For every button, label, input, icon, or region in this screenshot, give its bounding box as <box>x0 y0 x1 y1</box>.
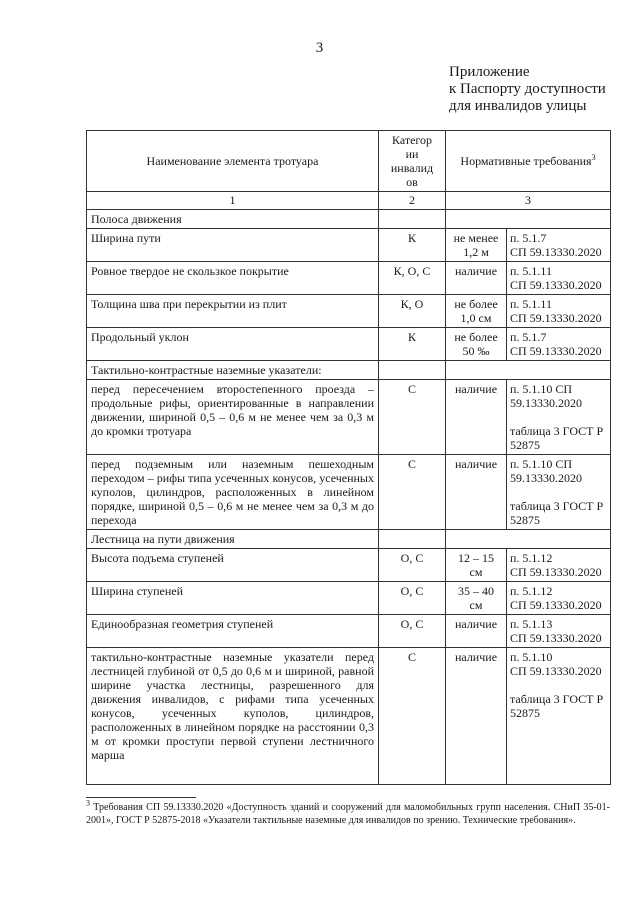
appendix-line-2: к Паспорту доступности <box>449 81 606 97</box>
regulation-reference <box>507 328 611 361</box>
empty-cell <box>446 530 611 549</box>
reference-line: п. 5.1.7 <box>510 231 547 245</box>
requirement-value <box>446 295 507 328</box>
reference-gap <box>510 485 607 499</box>
table-row <box>87 549 611 582</box>
appendix-caption <box>449 64 606 115</box>
reference-line: 52875 <box>510 513 540 527</box>
reference-line: таблица 3 ГОСТ Р <box>510 424 604 438</box>
reference-line: п. 5.1.10 <box>510 650 553 664</box>
element-name: тактильно-контрастные наземные указатели перед лестницей глубиной от 0,5 до 0,6 м и шириной, равной ширине участка лестницы, разрешенного для движения инвалидов, с рифами типа усеченных конусов, усеченных куполов, цилиндров, расположенных в линейном порядке на расстоянии 0,3 м от кромки проступи первой ступени лестничного марша <box>87 648 379 785</box>
reference-line: СП 59.13330.2020 <box>510 344 602 358</box>
element-name: перед пересечением второстепенного проезда – продольные рифы, ориентированные в направлении движении, шириной 0,5 – 0,6 м не менее чем за 0,3 м до кромки тротуара <box>87 380 379 455</box>
disability-category: С <box>379 380 446 455</box>
empty-cell <box>379 210 446 229</box>
reference-line: п. 5.1.12 <box>510 584 553 598</box>
column-number: 1 <box>87 192 379 210</box>
reference-line: п. 5.1.7 <box>510 330 547 344</box>
element-name: Ширина ступеней <box>87 582 379 615</box>
reference-line: СП 59.13330.2020 <box>510 664 602 678</box>
requirement-value <box>446 582 507 615</box>
header-element-name: Наименование элемента тротуара <box>87 131 379 192</box>
element-name: Ширина пути <box>87 229 379 262</box>
section-row <box>87 361 611 380</box>
element-name: Толщина шва при перекрытии из плит <box>87 295 379 328</box>
disability-category: К <box>379 229 446 262</box>
requirement-value <box>446 455 507 530</box>
disability-category: С <box>379 455 446 530</box>
regulation-reference <box>507 615 611 648</box>
reference-line: СП 59.13330.2020 <box>510 278 602 292</box>
requirement-value <box>446 648 507 785</box>
reference-line: таблица 3 ГОСТ Р <box>510 692 604 706</box>
section-row <box>87 210 611 229</box>
empty-cell <box>379 361 446 380</box>
requirement-value-line: наличие <box>454 617 498 631</box>
reference-line: СП 59.13330.2020 <box>510 565 602 579</box>
table-header-row <box>87 131 611 192</box>
empty-cell <box>379 530 446 549</box>
reference-gap <box>510 678 607 692</box>
reference-line: п. 5.1.12 <box>510 551 553 565</box>
reference-line: п. 5.1.11 <box>510 264 552 278</box>
regulation-reference <box>507 262 611 295</box>
requirement-value-line: не более <box>454 297 498 311</box>
regulation-reference <box>507 455 611 530</box>
requirement-value-line: наличие <box>454 457 498 471</box>
section-title: Тактильно-контрастные наземные указатели: <box>87 361 379 380</box>
appendix-line-1: Приложение <box>449 64 530 80</box>
requirement-value-line: наличие <box>454 650 498 664</box>
disability-category: О, С <box>379 582 446 615</box>
reference-line: таблица 3 ГОСТ Р <box>510 499 604 513</box>
table-row <box>87 582 611 615</box>
table-row <box>87 229 611 262</box>
empty-cell <box>446 361 611 380</box>
requirement-value <box>446 380 507 455</box>
regulation-reference <box>507 648 611 785</box>
reference-line: СП 59.13330.2020 <box>510 598 602 612</box>
requirement-value-line: см <box>469 598 483 612</box>
requirement-value <box>446 229 507 262</box>
reference-line: 59.13330.2020 <box>510 471 582 485</box>
section-title: Лестница на пути движения <box>87 530 379 549</box>
requirement-value-line: 1,2 м <box>463 245 489 259</box>
regulation-reference <box>507 582 611 615</box>
table-row <box>87 648 611 785</box>
requirement-value <box>446 615 507 648</box>
requirements-table <box>86 130 611 785</box>
disability-category: К <box>379 328 446 361</box>
table-row <box>87 455 611 530</box>
element-name: перед подземным или наземным пешеходным переходом – рифы типа усеченных конусов, усеченных куполов, цилиндров, расположенных в линейном порядке, шириной 0,5 – 0,6 м не менее чем за 0,3 м до перехода <box>87 455 379 530</box>
reference-line: п. 5.1.10 СП <box>510 457 573 471</box>
requirement-value-line: см <box>469 565 483 579</box>
footnote <box>86 798 610 827</box>
table-row <box>87 295 611 328</box>
requirement-value <box>446 262 507 295</box>
requirement-value-line: не более <box>454 330 498 344</box>
table-row <box>87 380 611 455</box>
requirement-value-line: не менее <box>453 231 499 245</box>
requirement-value <box>446 549 507 582</box>
footnote-mark: 3 <box>86 798 90 808</box>
reference-gap <box>510 410 607 424</box>
section-row <box>87 530 611 549</box>
reference-line: п. 5.1.11 <box>510 297 552 311</box>
footnote-divider <box>86 797 196 798</box>
reference-line: п. 5.1.10 СП <box>510 382 573 396</box>
requirement-value-line: 50 ‰ <box>462 344 490 358</box>
regulation-reference <box>507 380 611 455</box>
column-number: 2 <box>379 192 446 210</box>
table-row <box>87 262 611 295</box>
requirement-value-line: наличие <box>454 264 498 278</box>
reference-line: 59.13330.2020 <box>510 396 582 410</box>
disability-category: С <box>379 648 446 785</box>
requirement-value-line: 1,0 см <box>460 311 492 325</box>
disability-category: О, С <box>379 615 446 648</box>
reference-line: СП 59.13330.2020 <box>510 631 602 645</box>
requirement-value <box>446 328 507 361</box>
column-numbers-row <box>87 192 611 210</box>
column-number: 3 <box>446 192 611 210</box>
requirement-value-line: 35 – 40 <box>458 584 494 598</box>
disability-category: О, С <box>379 549 446 582</box>
disability-category: К, О <box>379 295 446 328</box>
element-name: Продольный уклон <box>87 328 379 361</box>
table-row <box>87 328 611 361</box>
reference-line: СП 59.13330.2020 <box>510 311 602 325</box>
regulation-reference <box>507 549 611 582</box>
disability-category: К, О, С <box>379 262 446 295</box>
requirement-value-line: 12 – 15 <box>458 551 494 565</box>
reference-line: СП 59.13330.2020 <box>510 245 602 259</box>
reference-line: 52875 <box>510 706 540 720</box>
empty-cell <box>446 210 611 229</box>
element-name: Ровное твердое не скользкое покрытие <box>87 262 379 295</box>
table-body <box>87 210 611 785</box>
regulation-reference <box>507 295 611 328</box>
requirement-value-line: наличие <box>454 382 498 396</box>
reference-line: п. 5.1.13 <box>510 617 553 631</box>
appendix-line-3: для инвалидов улицы <box>449 98 587 114</box>
header-requirements: Нормативные требования$^3$ <box>446 131 611 192</box>
page-number: 3 <box>315 40 324 56</box>
footnote-text: Требования СП 59.13330.2020 «Доступность зданий и сооружений для маломобильных групп населения. СНиП 35-01-2001», ГОСТ Р 52875-2018 «Указатели тактильные наземные для инвалидов по зрению. Технические требования». <box>86 802 610 826</box>
section-title: Полоса движения <box>87 210 379 229</box>
element-name: Единообразная геометрия ступеней <box>87 615 379 648</box>
regulation-reference <box>507 229 611 262</box>
table-row <box>87 615 611 648</box>
element-name: Высота подъема ступеней <box>87 549 379 582</box>
reference-line: 52875 <box>510 438 540 452</box>
header-category: Категор ии инвалид ов <box>379 131 446 192</box>
